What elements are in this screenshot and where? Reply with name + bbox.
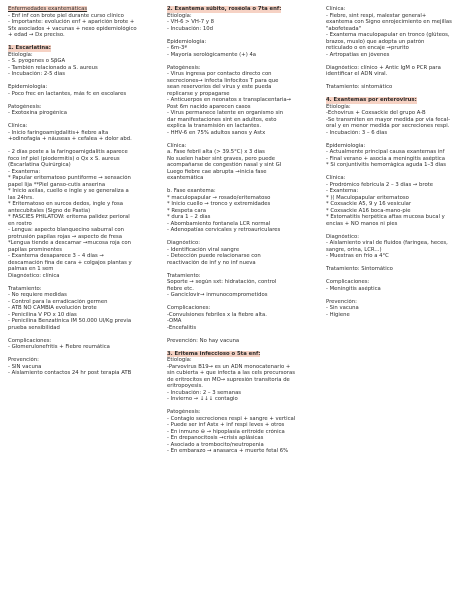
text-line: Clínica:	[326, 6, 346, 12]
text-line: replicarse y propagarse	[167, 90, 230, 97]
text-line: papilas prominentes	[8, 246, 62, 253]
text-line: - Abombamiento fontanela LCR normal	[167, 220, 271, 227]
text-line: Tratamiento: sintomático	[326, 84, 393, 90]
text-line: descamación fina de cara + colgajos plantas y	[8, 259, 132, 266]
text-line: - Control para la erradicación germen	[8, 298, 108, 305]
text-line: - Ganciclovir→ inmunocomprometidos	[167, 292, 268, 298]
text-line: Patogénesis:	[167, 409, 201, 415]
text-line: - Exantema desaparece 3 – 4 días →	[8, 253, 104, 259]
text-line: - Incubación: 3 – 6 días	[326, 129, 388, 136]
text-line: - Prodrómico febrícula 2 – 3 días → brote	[326, 181, 434, 188]
text-line: Patogénesis:	[167, 64, 201, 71]
heading-text: 1. Escarlatina:	[8, 45, 51, 51]
text-line: Tratamiento:	[8, 285, 42, 292]
text-line: * dura 1 – 2 días	[167, 214, 211, 220]
text-line: -Parvovirus B19→ es un ADN monocatenario +	[167, 363, 291, 370]
text-line: * maculopapular → rosado/eritematoso	[167, 194, 271, 201]
text-line: - Aislamiento viral de fluidos (faringea, heces,	[326, 240, 448, 246]
text-line: - Invierno → ↓↓↓ contagio	[167, 396, 238, 402]
text-line: -Echovirus + Coxsackie del grupo A-B	[326, 110, 426, 116]
text-line: - Incubación: 2-5 días	[8, 71, 66, 77]
text-line: sin cubierta + que infecta a las cels precursoras	[167, 370, 295, 376]
text-line: - 6m-3ª	[167, 45, 187, 51]
text-line: - Penicilina V PO x 10 días	[8, 311, 77, 318]
text-line: - Importante: evolución enf + aparición brote +	[8, 19, 135, 25]
text-line: exantemática	[167, 175, 204, 181]
text-line: Etiología:	[167, 357, 192, 363]
text-line: - Incubación: 10d	[167, 25, 213, 32]
text-line: - Muestras en frío a 4°C	[326, 253, 389, 259]
text-line: oral y en menor medida por secreciones respi.	[326, 123, 450, 129]
text-line: - Exantema maculopapular en tronco (glúteos,	[326, 32, 450, 38]
text-line: - No requiere medidas	[8, 292, 67, 298]
text-line: - Lengua: aspecto blanquecino saburral con	[8, 227, 125, 233]
text-line: - Artropatías en jóvenes	[326, 51, 390, 58]
text-line: papel lija **Piel ganso-cutis anserina	[8, 181, 106, 188]
heading-text: 3. Eritema infeccioso o 5ta enf:	[167, 350, 261, 357]
text-line: * Eritematoso en surcos dedos, ingle y fosa	[8, 201, 124, 207]
text-line: Luego fiebre cae abrupta →inicia fase	[167, 168, 267, 175]
text-line: Clínica:	[326, 175, 346, 181]
text-line: - Virus permanece latente en organismo sin	[167, 110, 284, 116]
text-line: - Higiene	[326, 311, 350, 318]
text-line: - Mayoría serológicamente (+) 4a	[167, 51, 257, 58]
text-line: * Estomatitis herpética aftas mucosa bucal y	[326, 214, 445, 220]
text-line: prueba sensibilidad	[8, 324, 60, 331]
text-line: - ATB NO CAMBIA evolución brote	[8, 305, 97, 311]
text-line: - Exantema:	[8, 168, 41, 175]
text-line: * Papular eritematoso puntiforme → sensación	[8, 175, 131, 181]
text-line: - Fiebre, sint respi, malestar general+	[326, 12, 427, 19]
text-line: - Detección puede relacionarse con	[167, 253, 261, 259]
text-line: - Enf inf con brote piel durante curso clínico	[8, 12, 124, 19]
text-line: - En embarazo → anasarca + muerte fetal 6%	[167, 448, 289, 454]
text-line: Diagnóstico:	[326, 233, 360, 240]
text-line: * FASCIES PHILATOW: eritema palidez perioral	[8, 214, 130, 220]
text-line: reticulado o en encaje →prurito	[326, 45, 409, 51]
text-line: explica la transmisión en lactantes.	[167, 123, 261, 129]
text-line: - En inmuno ⊖ → hipoplasia eritroide crónica	[167, 428, 285, 435]
column-left	[8, 6, 158, 377]
text-line: acompañarse de congestión nasal y sint GI	[167, 162, 282, 168]
text-line: Diagnóstico: clínica	[8, 272, 60, 279]
text-line: exantema con Signo enrojecimiento en mejillas	[326, 19, 452, 25]
text-line: * Inicio cuello → tronco y extremidades	[167, 201, 271, 207]
text-line: Epidemiología:	[167, 38, 207, 45]
text-line: fiebre etc.	[167, 285, 194, 292]
text-line: en rostro	[8, 220, 32, 227]
text-line: Clínica:	[8, 123, 28, 129]
heading-text: 2. Exantema súbito, roséola o 7ta enf:	[167, 6, 282, 12]
text-line: Tratamiento:	[167, 272, 201, 279]
text-line: sangre, orina, LCR...)	[326, 246, 382, 253]
text-line: - Exotoxina pirogénica	[8, 110, 67, 116]
text-line: foco inf piel (piodermitis) o Qx x S. aureus	[8, 155, 120, 162]
text-line: b. Fase exantema:	[167, 188, 216, 194]
text-line: - Aislamiento contactos 24 hr post terapia ATB	[8, 370, 132, 376]
text-line: *Lengua tiende a descamar →mucosa roja con	[8, 240, 131, 246]
text-line: - Puede ser inf Astx + inf respi leves + otros	[167, 422, 285, 428]
text-line: - Anticuerpos en neonatos x transplacentaria→	[167, 97, 292, 103]
text-line: * Coxsackie A16 boca-mano-pie	[326, 207, 411, 214]
text-line: secreciones→ infecta linfocitos T para que	[167, 77, 279, 84]
text-line: Sfx asociados + vacunas + nexo epidemiológico	[8, 25, 137, 32]
text-line: * Respeta cara	[167, 207, 207, 214]
text-line: - Sin vacuna	[326, 305, 359, 311]
text-line: * Si conjuntivitis hemorrágica aguda 1–3 días	[326, 162, 447, 168]
text-line: - Inicio faringoamigdalitis+ fiebre alta	[8, 129, 109, 136]
text-line: palmas en 1 sem	[8, 266, 54, 272]
text-line: - También relacionado a S. aureus	[8, 64, 98, 71]
text-line: - Glomerulonefritis + Fiebre reumática	[8, 344, 110, 350]
text-line: - Actualmente principal causa exantemas inf	[326, 149, 445, 155]
text-line: dar manifestaciones sint en adultos, esto	[167, 116, 277, 123]
text-line: -Encefalitis	[167, 324, 197, 331]
text-line: -Se transmiten en mayor medida por vía fecal-	[326, 116, 450, 123]
text-line: identificar el ADN viral.	[326, 71, 388, 77]
text-line: Epidemiología:	[326, 142, 366, 149]
text-line: Complicaciones:	[8, 337, 52, 344]
text-line: -OMA	[167, 318, 182, 324]
text-line: Post 6m nacido aparecen casos	[167, 103, 251, 110]
text-line: Complicaciones:	[326, 279, 370, 285]
text-line: - S. pyogenes o SβGA	[8, 58, 66, 64]
text-line: protrusión papilas rojas → aspecto de fresa	[8, 233, 123, 240]
text-line: Etiología:	[326, 103, 351, 110]
text-line: No suelen haber sint graves, pero puede	[167, 155, 275, 162]
heading-text: Enfermedades exantemáticas	[8, 6, 88, 12]
text-line: - SIN vacuna	[8, 363, 42, 370]
text-line: encías + NO manos ni pies	[326, 220, 398, 227]
text-line: - Exantema:	[326, 188, 359, 194]
text-line: las 24hrs.	[8, 194, 34, 201]
text-line: a. Fase febril alta (> 39.5°C) x 3 días	[167, 149, 265, 155]
text-line: - Asociado a trombocito/neutropenia	[167, 441, 264, 448]
text-line: +odinofagia + náuseas + cefalea + dolor abd.	[8, 136, 132, 142]
text-line: Diagnóstico: clínico + Antic IgM o PCR para	[326, 64, 441, 71]
text-line: de eritrocitos en MO→ supresión transitoria de	[167, 376, 290, 383]
text-line: Etiología:	[8, 51, 33, 58]
text-line: sean reservorios del virus y este pueda	[167, 84, 272, 90]
text-line: Tratamiento: Sintomático	[326, 266, 393, 272]
text-line: eritropoyesis.	[167, 383, 203, 389]
heading-text: 4. Exantemas por enterovirus:	[326, 97, 417, 103]
text-line: antecubitales (Signo de Pastia)	[8, 207, 91, 214]
text-line: Clínica:	[167, 142, 187, 149]
text-line: - HHV-6 en 75% adultos sanos y Astx	[167, 129, 266, 136]
text-line: reactivación de inf y no inf nueva	[167, 259, 256, 266]
text-line: - 2 días poste a la faringoamigdalitis aparece	[8, 149, 128, 155]
text-line: - VH-6 > VH-7 y 8	[167, 19, 215, 25]
text-line: -Convulsiones febriles x la fiebre alta.	[167, 311, 267, 318]
text-line: - Virus ingresa por contacto directo con	[167, 71, 272, 77]
text-line: Prevención:	[326, 298, 357, 305]
text-line: - Poco frec en lactantes, más fc en escolares	[8, 90, 127, 97]
text-line: - Identificación viral sangre	[167, 246, 240, 253]
text-line: - Meningitis aséptica	[326, 285, 381, 292]
text-line: - Incubación: 2 – 3 semanas	[167, 389, 242, 396]
text-line: - Final verano + asocia a meningitis aséptica	[326, 155, 445, 162]
text-line: brazos, muslo) que adopta un patrón	[326, 38, 425, 45]
column-right	[326, 6, 468, 318]
text-line: Prevención: No hay vacuna	[167, 337, 240, 344]
text-line: Etiología:	[167, 12, 192, 19]
text-line: Epidemiología:	[8, 84, 48, 90]
text-line: * Coxsackie A5, 9 y 16 vesicular	[326, 201, 412, 207]
column-middle	[167, 6, 317, 455]
text-line: - Contagio secreciones respi + sangre + vertical	[167, 415, 296, 422]
text-line: "abofeteada"	[326, 25, 362, 32]
text-line: Patogénesis:	[8, 103, 42, 110]
text-line: - En drepanocitosis →crisis aplásicas	[167, 435, 264, 441]
text-line: Complicaciones:	[167, 305, 211, 311]
text-line: + edad → Dx preciso.	[8, 32, 65, 38]
text-line: Diagnóstico:	[167, 240, 201, 246]
text-line: (Escarlatina Quirúrgica)	[8, 162, 71, 168]
text-line: Soporte → según sxt: hidratación, control	[167, 279, 277, 285]
text-line: - Penicilina Benzatínica IM 50.000 UI/Kg previa	[8, 318, 132, 324]
text-line: Prevención:	[8, 357, 39, 363]
text-line: * )( Maculopapular eritematoso	[326, 194, 409, 201]
text-line: - Adenopatías cervicales y retroauriculares	[167, 227, 281, 233]
text-line: * Inicio axilas, cuello e ingle y se generaliza a	[8, 188, 129, 194]
